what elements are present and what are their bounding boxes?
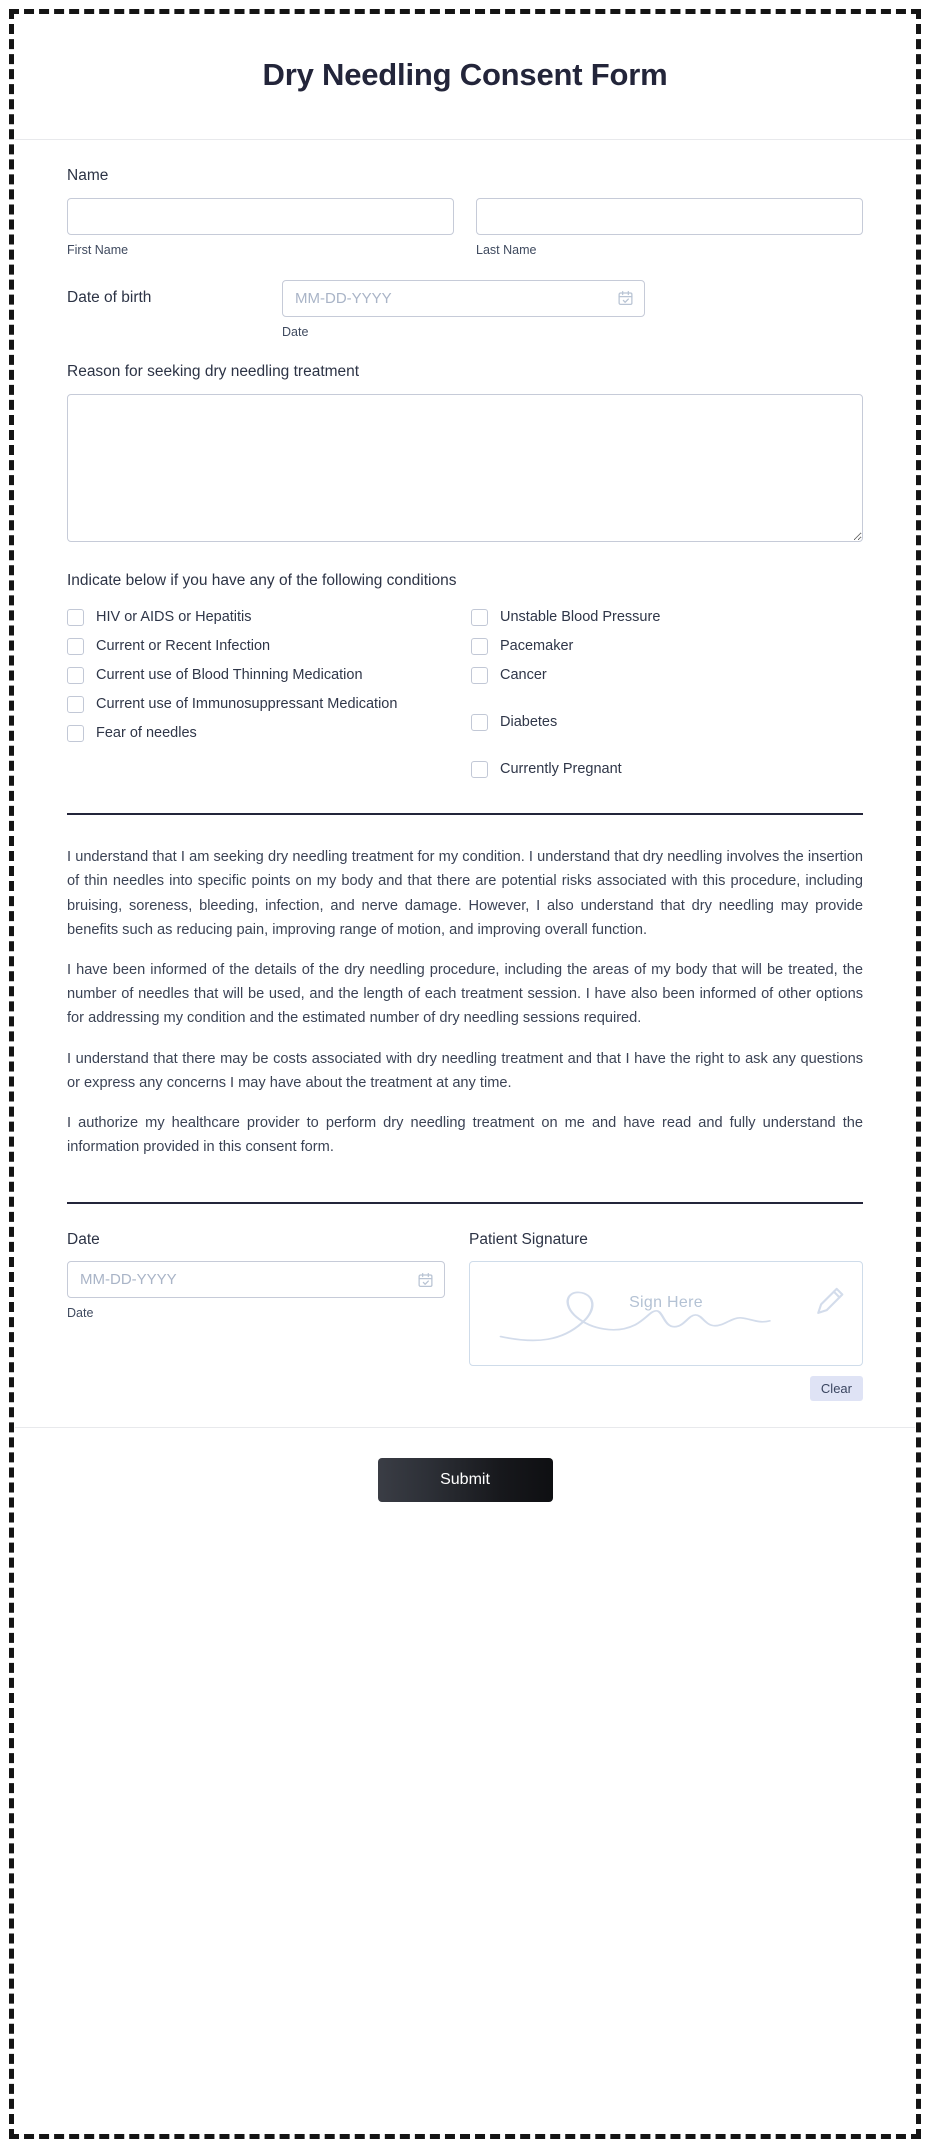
dob-label: Date of birth xyxy=(67,288,152,306)
checkbox-label: Cancer xyxy=(500,667,547,684)
form-footer xyxy=(15,1427,915,1542)
form-body xyxy=(15,140,915,1402)
signature-date-col xyxy=(67,1230,445,1402)
first-name-col xyxy=(67,198,454,258)
consent-paragraph: I understand that I am seeking dry needling treatment for my condition. I understand that dry needling involves the insertion of thin needles into specific points on my body and that there are potential risks associated with this procedure, including bruising, soreness, bleeding, infection, and nerve damage. However, I also understand that dry needling may provide benefits such as reducing pain, improving range of motion, and improving overall function. xyxy=(67,849,863,938)
checkbox-immunosuppressant-medication[interactable] xyxy=(67,696,84,713)
consent-text-block xyxy=(67,815,863,1159)
checkbox-label: Currently Pregnant xyxy=(500,761,622,778)
consent-paragraph: I understand that there may be costs associated with dry needling treatment and that I have the right to ask any questions or express any concerns I may have about the treatment at any time. xyxy=(67,1050,863,1091)
consent-paragraph: I have been informed of the details of the dry needling procedure, including the areas of my body that will be treated, the number of needles that will be used, and the length of each treatment session. I have also been informed of other options for addressing my condition and the estimated number of dry needling sessions required. xyxy=(67,961,863,1027)
checkbox-row[interactable] xyxy=(471,662,863,709)
dob-input-cell xyxy=(282,280,645,340)
checkbox-blood-thinning-medication[interactable] xyxy=(67,667,84,684)
dob-date-input[interactable] xyxy=(282,280,645,317)
checkbox-cancer[interactable] xyxy=(471,667,488,684)
checkbox-currently-pregnant[interactable] xyxy=(471,761,488,778)
checkbox-row[interactable] xyxy=(471,604,863,633)
checkbox-label: Diabetes xyxy=(500,714,558,731)
checkbox-row[interactable] xyxy=(67,720,459,749)
checkbox-label: HIV or AIDS or Hepatitis xyxy=(96,609,252,626)
signature-flourish-icon xyxy=(470,1262,862,1365)
checkbox-row[interactable] xyxy=(471,756,863,785)
last-name-col xyxy=(476,198,863,258)
signature-date-sublabel: Date xyxy=(67,1306,94,1321)
signature-clear-row xyxy=(469,1376,863,1401)
conditions-group xyxy=(67,572,863,785)
conditions-grid xyxy=(67,604,863,785)
checkbox-row[interactable] xyxy=(471,709,863,756)
checkbox-current-or-recent-infection[interactable] xyxy=(67,638,84,655)
reason-label: Reason for seeking dry needling treatment xyxy=(67,363,360,381)
reason-field-group xyxy=(67,362,863,542)
name-label: Name xyxy=(67,166,109,184)
checkbox-label: Fear of needles xyxy=(96,725,197,742)
conditions-right-column xyxy=(471,604,863,785)
dob-label-cell xyxy=(67,280,282,320)
signature-date-label: Date xyxy=(67,1230,100,1248)
dob-row xyxy=(67,280,863,340)
name-row xyxy=(67,198,863,258)
consent-paragraph: I authorize my healthcare provider to perform dry needling treatment on me and have read and fully understand the information provided in this consent form. xyxy=(67,1115,863,1156)
reason-textarea[interactable] xyxy=(67,394,863,542)
checkbox-hiv-aids-hepatitis[interactable] xyxy=(67,609,84,626)
submit-button[interactable]: Submit xyxy=(378,1458,553,1502)
signature-date-input[interactable] xyxy=(67,1261,445,1298)
clear-signature-button[interactable]: Clear xyxy=(810,1376,863,1401)
last-name-input[interactable] xyxy=(476,198,863,235)
checkbox-label: Current use of Blood Thinning Medication xyxy=(96,667,363,684)
dob-field-group xyxy=(67,280,863,340)
consent-form-card xyxy=(15,14,915,1542)
checkbox-label: Pacemaker xyxy=(500,638,574,655)
dob-sublabel: Date xyxy=(282,324,309,339)
name-field-group xyxy=(67,166,863,258)
signature-section xyxy=(67,1204,863,1402)
first-name-input[interactable] xyxy=(67,198,454,235)
checkbox-unstable-blood-pressure[interactable] xyxy=(471,609,488,626)
checkbox-label: Current or Recent Infection xyxy=(96,638,271,655)
signature-pad[interactable] xyxy=(469,1261,863,1366)
form-header xyxy=(15,14,915,140)
checkbox-row[interactable] xyxy=(471,633,863,662)
page-title: Dry Needling Consent Form xyxy=(262,57,668,92)
checkbox-row[interactable] xyxy=(67,662,459,691)
conditions-left-column xyxy=(67,604,459,785)
checkbox-row[interactable] xyxy=(67,691,459,720)
conditions-title: Indicate below if you have any of the following conditions xyxy=(67,572,457,590)
patient-signature-col xyxy=(469,1230,863,1402)
checkbox-label: Unstable Blood Pressure xyxy=(500,609,661,626)
checkbox-row[interactable] xyxy=(67,604,459,633)
first-name-sublabel: First Name xyxy=(67,242,129,257)
checkbox-diabetes[interactable] xyxy=(471,714,488,731)
dob-date-wrap xyxy=(282,280,645,317)
patient-signature-label: Patient Signature xyxy=(469,1230,588,1248)
signature-hint-text: Sign Here xyxy=(629,1294,703,1312)
checkbox-label: Current use of Immunosuppressant Medication xyxy=(96,696,398,713)
checkbox-pacemaker[interactable] xyxy=(471,638,488,655)
checkbox-row[interactable] xyxy=(67,633,459,662)
checkbox-fear-of-needles[interactable] xyxy=(67,725,84,742)
signature-date-wrap xyxy=(67,1261,445,1298)
last-name-sublabel: Last Name xyxy=(476,242,537,257)
